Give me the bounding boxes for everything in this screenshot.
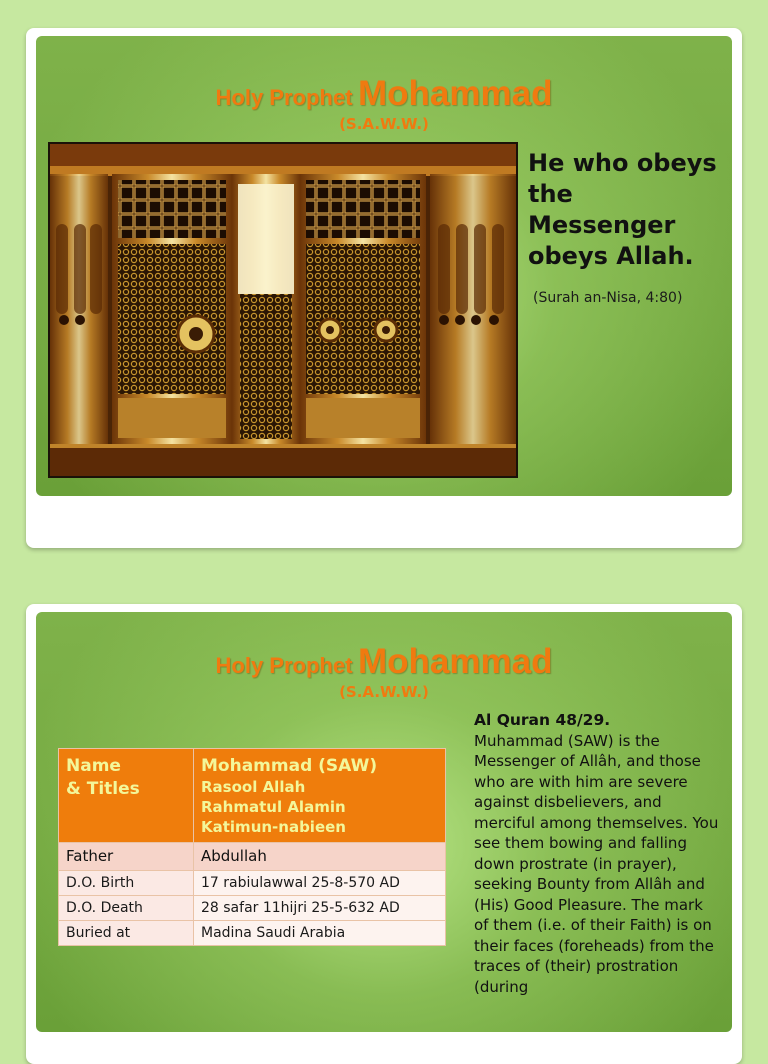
row-label: Father bbox=[59, 843, 194, 871]
row-value: Madina Saudi Arabia bbox=[194, 921, 446, 946]
row-label: D.O. Death bbox=[59, 896, 194, 921]
header-label-cell bbox=[59, 749, 194, 843]
header-label-line2: & Titles bbox=[66, 779, 140, 799]
verse-reference: Al Quran 48/29. bbox=[474, 711, 611, 729]
header-value: Mohammad (SAW) bbox=[201, 756, 378, 776]
row-value: 28 safar 11hijri 25-5-632 AD bbox=[194, 896, 446, 921]
biography-table bbox=[58, 748, 446, 946]
slide-2-subtitle: (S.A.W.W.) bbox=[339, 683, 429, 701]
row-label: D.O. Birth bbox=[59, 871, 194, 896]
header-label-line1: Name bbox=[66, 756, 121, 776]
title-prefix: Holy Prophet bbox=[215, 85, 353, 110]
slide-card-2[interactable] bbox=[26, 604, 742, 1064]
header-value-cell bbox=[194, 749, 446, 843]
title-prefix: Holy Prophet bbox=[215, 653, 353, 678]
shrine-photo bbox=[48, 142, 518, 478]
table-header-row bbox=[59, 749, 446, 843]
verse-block bbox=[474, 710, 719, 997]
table-row bbox=[59, 871, 446, 896]
title-item: Rahmatul Alamin bbox=[201, 798, 346, 816]
slide-card-1[interactable] bbox=[26, 28, 742, 548]
row-value: 17 rabiulawwal 25-8-570 AD bbox=[194, 871, 446, 896]
title-name: Mohammad bbox=[358, 74, 553, 113]
quote-reference: (Surah an-Nisa, 4:80) bbox=[533, 290, 683, 306]
row-value: Abdullah bbox=[194, 843, 446, 871]
quote-text: He who obeys the Messenger obeys Allah. bbox=[528, 149, 717, 270]
slide-2 bbox=[36, 612, 732, 1032]
title-item: Katimun-nabieen bbox=[201, 818, 346, 836]
table-row bbox=[59, 921, 446, 946]
slide-1-subtitle: (S.A.W.W.) bbox=[339, 115, 429, 133]
slide-1 bbox=[36, 36, 732, 496]
row-label: Buried at bbox=[59, 921, 194, 946]
title-name: Mohammad bbox=[358, 642, 553, 681]
table-row bbox=[59, 896, 446, 921]
title-item: Rasool Allah bbox=[201, 778, 306, 796]
table-row bbox=[59, 843, 446, 871]
slide-2-title bbox=[36, 642, 732, 682]
verse-text: Muhammad (SAW) is the Messenger of Allâh, and those who are with him are severe against disbelievers, and merciful among themselves. You see them bowing and falling down prostrate (in prayer), seeking Bounty from Allâh and (His) Good Pleasure. The mark of them (i.e. of their Faith) is on their faces (foreheads) from the traces of (their) prostration (during bbox=[474, 731, 719, 996]
slide-1-title bbox=[36, 74, 732, 114]
